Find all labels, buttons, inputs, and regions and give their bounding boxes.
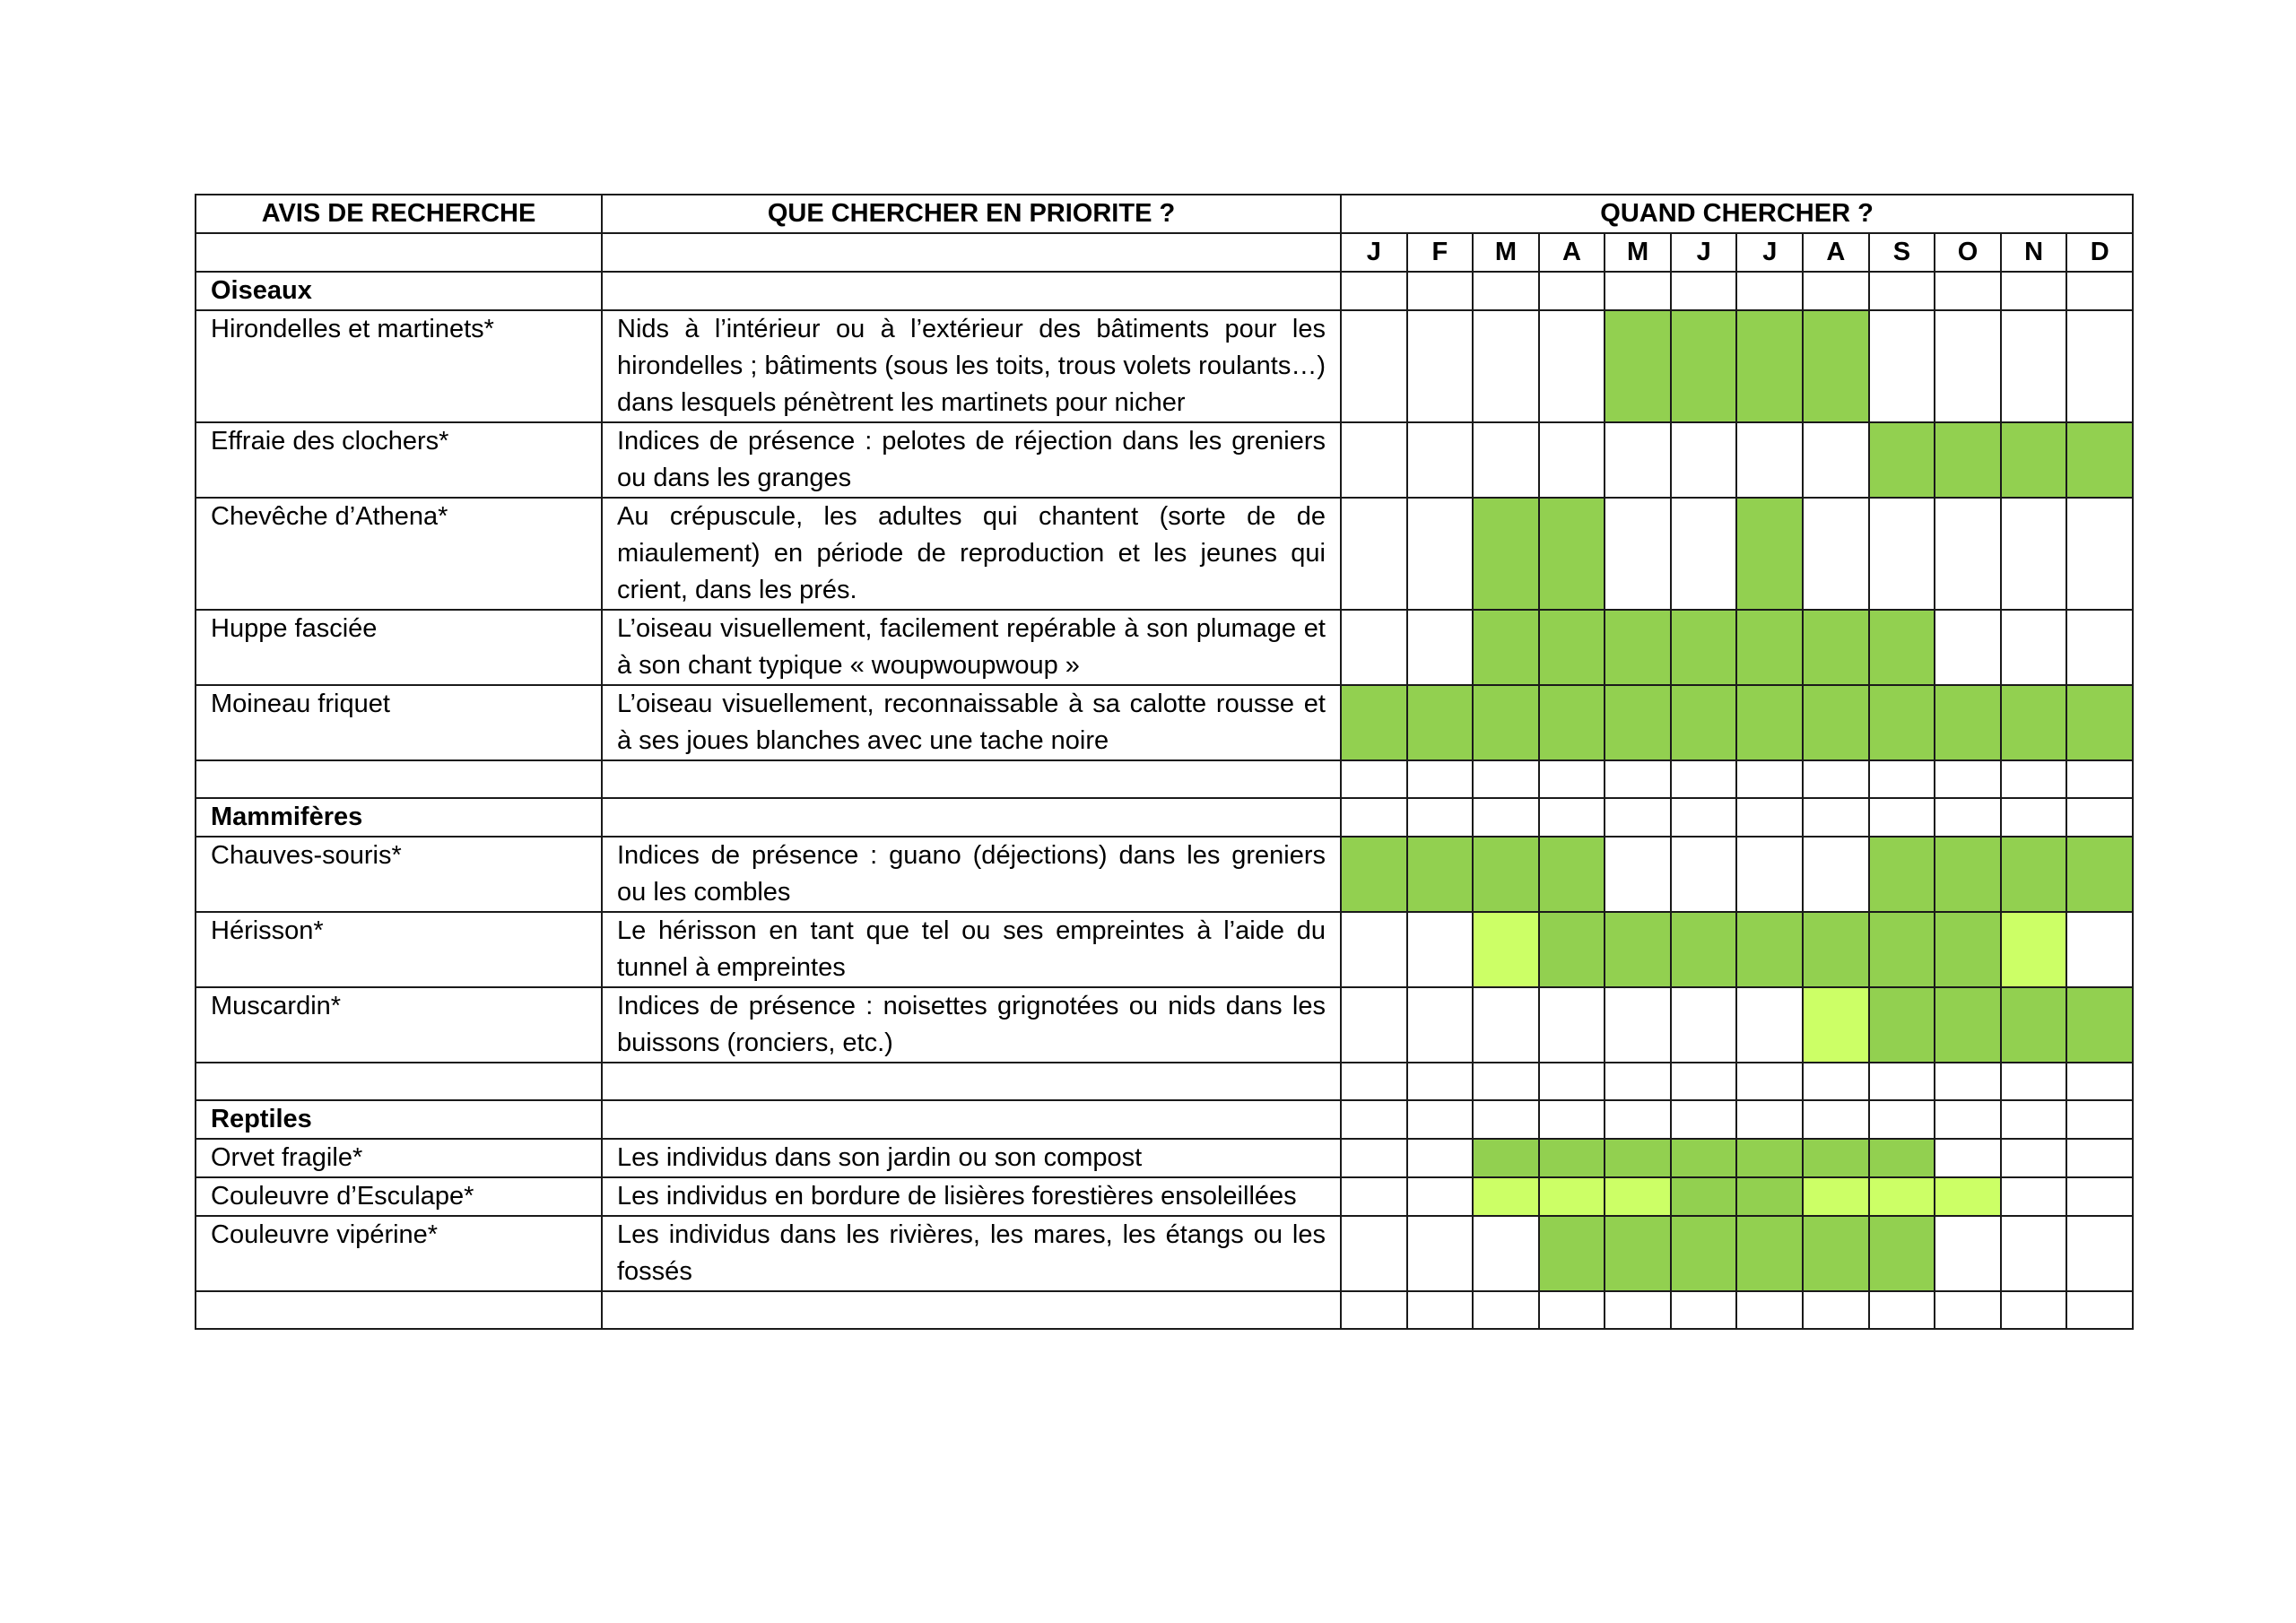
month-cell-active: [1539, 610, 1605, 685]
month-cell-empty: [1539, 1100, 1605, 1139]
month-header-11: D: [2066, 233, 2133, 272]
category-row: [196, 798, 2133, 837]
month-cell-active: [1736, 912, 1803, 987]
month-cell-active: [1341, 685, 1407, 760]
month-cell-partial: [1539, 1177, 1605, 1216]
month-cell-empty: [1935, 798, 2001, 837]
species-name: Chauves-souris*: [196, 837, 602, 912]
month-cell-empty: [1869, 798, 1935, 837]
month-cell-empty: [2066, 760, 2133, 798]
month-cell-empty: [1407, 1063, 1474, 1100]
month-cell-empty: [1671, 987, 1737, 1063]
month-cell-active: [1605, 310, 1671, 422]
month-cell-empty: [1407, 1291, 1474, 1329]
month-cell-empty: [1671, 1100, 1737, 1139]
species-name: Chevêche d’Athena*: [196, 498, 602, 610]
month-cell-empty: [2001, 1216, 2067, 1291]
month-cell-empty: [2066, 498, 2133, 610]
month-cell-active: [1671, 1216, 1737, 1291]
month-cell-empty: [1935, 1063, 2001, 1100]
species-row: [196, 310, 2133, 422]
month-cell-empty: [1869, 1063, 1935, 1100]
month-cell-empty: [1473, 1291, 1539, 1329]
month-cell-active: [1869, 685, 1935, 760]
month-header-5: J: [1671, 233, 1737, 272]
month-cell-empty: [1407, 1216, 1474, 1291]
month-cell-active: [1935, 685, 2001, 760]
month-cell-empty: [1605, 1063, 1671, 1100]
month-cell-active: [1935, 837, 2001, 912]
month-cell-partial: [1935, 1177, 2001, 1216]
month-cell-active: [1935, 422, 2001, 498]
blank-cell: [602, 1291, 1341, 1329]
month-cell-empty: [2001, 310, 2067, 422]
species-description: Indices de présence : guano (déjections) dans les greniers ou les combles: [602, 837, 1341, 912]
month-cell-partial: [1803, 987, 1869, 1063]
month-cell-empty: [1407, 272, 1474, 310]
month-header-2: M: [1473, 233, 1539, 272]
month-cell-active: [2001, 987, 2067, 1063]
month-cell-empty: [1736, 798, 1803, 837]
month-cell-empty: [1473, 272, 1539, 310]
category-row: [196, 1100, 2133, 1139]
month-cell-empty: [1473, 1063, 1539, 1100]
month-cell-empty: [1407, 610, 1474, 685]
month-cell-empty: [2001, 498, 2067, 610]
header-avis-de-recherche: AVIS DE RECHERCHE: [196, 195, 602, 233]
month-cell-active: [1671, 310, 1737, 422]
month-cell-empty: [1803, 272, 1869, 310]
month-cell-empty: [1935, 1291, 2001, 1329]
month-cell-empty: [1341, 798, 1407, 837]
month-cell-active: [1736, 1177, 1803, 1216]
month-cell-active: [2066, 685, 2133, 760]
month-cell-empty: [1671, 760, 1737, 798]
month-cell-empty: [2001, 760, 2067, 798]
month-row-blank-cell: [196, 233, 602, 272]
month-cell-empty: [1341, 912, 1407, 987]
blank-row: [196, 760, 2133, 798]
month-cell-empty: [2066, 1100, 2133, 1139]
month-cell-empty: [1803, 422, 1869, 498]
month-header-9: O: [1935, 233, 2001, 272]
month-cell-empty: [1473, 422, 1539, 498]
species-row: [196, 1139, 2133, 1177]
month-cell-empty: [2001, 1063, 2067, 1100]
month-cell-empty: [1935, 310, 2001, 422]
month-header-3: A: [1539, 233, 1605, 272]
month-cell-empty: [1736, 422, 1803, 498]
month-cell-active: [1736, 610, 1803, 685]
header-que-chercher: QUE CHERCHER EN PRIORITE ?: [602, 195, 1341, 233]
month-cell-active: [2066, 422, 2133, 498]
species-row: [196, 987, 2133, 1063]
month-cell-empty: [1605, 987, 1671, 1063]
month-cell-active: [1736, 1216, 1803, 1291]
month-cell-empty: [1605, 837, 1671, 912]
month-cell-empty: [1671, 798, 1737, 837]
table-body: [196, 272, 2133, 1329]
month-cell-active: [1736, 498, 1803, 610]
month-cell-empty: [2001, 798, 2067, 837]
month-cell-active: [1736, 1139, 1803, 1177]
month-cell-active: [1736, 685, 1803, 760]
month-cell-empty: [1736, 272, 1803, 310]
species-row: [196, 1216, 2133, 1291]
month-cell-empty: [2066, 1291, 2133, 1329]
month-header-4: M: [1605, 233, 1671, 272]
month-cell-active: [1539, 1139, 1605, 1177]
month-cell-empty: [1803, 498, 1869, 610]
month-cell-partial: [2001, 912, 2067, 987]
month-cell-empty: [1935, 760, 2001, 798]
month-cell-empty: [1935, 272, 2001, 310]
month-cell-active: [1869, 422, 1935, 498]
month-cell-empty: [1473, 987, 1539, 1063]
month-cell-active: [1869, 1139, 1935, 1177]
month-cell-active: [1671, 610, 1737, 685]
month-cell-empty: [1605, 422, 1671, 498]
blank-cell: [602, 760, 1341, 798]
month-cell-empty: [1341, 422, 1407, 498]
month-cell-active: [1539, 837, 1605, 912]
month-cell-empty: [1605, 798, 1671, 837]
species-description: L’oiseau visuellement, reconnaissable à sa calotte rousse et à ses joues blanches avec une tache noire: [602, 685, 1341, 760]
month-cell-active: [1539, 498, 1605, 610]
species-name: Couleuvre vipérine*: [196, 1216, 602, 1291]
species-description: Les individus dans son jardin ou son compost: [602, 1139, 1341, 1177]
month-cell-empty: [2066, 310, 2133, 422]
month-cell-empty: [1803, 798, 1869, 837]
month-cell-empty: [1671, 422, 1737, 498]
month-cell-active: [1803, 1139, 1869, 1177]
month-cell-empty: [1407, 912, 1474, 987]
month-header-0: J: [1341, 233, 1407, 272]
category-label: Oiseaux: [196, 272, 602, 310]
category-label: Reptiles: [196, 1100, 602, 1139]
species-name: Muscardin*: [196, 987, 602, 1063]
month-cell-active: [1605, 685, 1671, 760]
species-description: Les individus dans les rivières, les mares, les étangs ou les fossés: [602, 1216, 1341, 1291]
month-cell-partial: [1473, 912, 1539, 987]
month-cell-empty: [2001, 1291, 2067, 1329]
month-cell-active: [1605, 1216, 1671, 1291]
month-cell-empty: [2066, 1216, 2133, 1291]
month-cell-active: [2001, 837, 2067, 912]
species-name: Effraie des clochers*: [196, 422, 602, 498]
month-cell-empty: [2001, 1177, 2067, 1216]
blank-row: [196, 1291, 2133, 1329]
month-cell-empty: [1341, 1291, 1407, 1329]
blank-row: [196, 1063, 2133, 1100]
month-cell-active: [1539, 1216, 1605, 1291]
month-cell-empty: [1407, 1177, 1474, 1216]
month-cell-empty: [1869, 1291, 1935, 1329]
blank-cell: [196, 1063, 602, 1100]
month-cell-empty: [1341, 760, 1407, 798]
month-cell-empty: [1803, 760, 1869, 798]
species-description: Indices de présence : noisettes grignotées ou nids dans les buissons (ronciers, etc.): [602, 987, 1341, 1063]
month-cell-empty: [2001, 272, 2067, 310]
month-header-7: A: [1803, 233, 1869, 272]
species-description: Nids à l’intérieur ou à l’extérieur des bâtiments pour les hirondelles ; bâtiments (sous les toits, trous volets roulants…) dans lesquels pénètrent les martinets pour nicher: [602, 310, 1341, 422]
month-cell-empty: [1671, 498, 1737, 610]
month-cell-empty: [1869, 498, 1935, 610]
month-cell-active: [1473, 1139, 1539, 1177]
month-cell-active: [1473, 498, 1539, 610]
species-name: Huppe fasciée: [196, 610, 602, 685]
month-cell-active: [1605, 610, 1671, 685]
month-cell-empty: [1539, 272, 1605, 310]
month-cell-active: [1803, 912, 1869, 987]
month-cell-empty: [1539, 987, 1605, 1063]
month-cell-empty: [2066, 798, 2133, 837]
month-cell-empty: [1539, 310, 1605, 422]
month-cell-partial: [1869, 1177, 1935, 1216]
month-cell-active: [1869, 1216, 1935, 1291]
month-cell-empty: [1671, 1063, 1737, 1100]
month-cell-empty: [1671, 1291, 1737, 1329]
month-cell-empty: [2066, 1063, 2133, 1100]
month-cell-empty: [1605, 272, 1671, 310]
month-cell-empty: [2066, 912, 2133, 987]
month-cell-empty: [1803, 1291, 1869, 1329]
species-description: Les individus en bordure de lisières forestières ensoleillées: [602, 1177, 1341, 1216]
blank-cell: [602, 798, 1341, 837]
month-cell-active: [1803, 310, 1869, 422]
month-cell-empty: [1407, 1139, 1474, 1177]
month-cell-empty: [1736, 1291, 1803, 1329]
month-cell-empty: [1341, 1216, 1407, 1291]
month-cell-empty: [1341, 1177, 1407, 1216]
month-cell-empty: [1473, 310, 1539, 422]
month-cell-empty: [1341, 272, 1407, 310]
blank-cell: [196, 1291, 602, 1329]
month-cell-empty: [1869, 1100, 1935, 1139]
month-cell-empty: [1473, 1216, 1539, 1291]
month-cell-empty: [1869, 272, 1935, 310]
month-cell-empty: [1407, 798, 1474, 837]
month-cell-empty: [2001, 1139, 2067, 1177]
month-cell-active: [1869, 987, 1935, 1063]
month-cell-empty: [1539, 1063, 1605, 1100]
month-cell-empty: [1736, 987, 1803, 1063]
month-cell-empty: [1935, 498, 2001, 610]
month-cell-partial: [1605, 1177, 1671, 1216]
month-cell-active: [1473, 610, 1539, 685]
month-cell-active: [1473, 837, 1539, 912]
month-cell-empty: [1407, 1100, 1474, 1139]
species-description: Le hérisson en tant que tel ou ses empreintes à l’aide du tunnel à empreintes: [602, 912, 1341, 987]
month-cell-empty: [1935, 610, 2001, 685]
month-cell-empty: [2066, 1177, 2133, 1216]
month-cell-active: [1671, 912, 1737, 987]
month-cell-active: [1473, 685, 1539, 760]
header-row: [196, 195, 2133, 233]
month-cell-empty: [1341, 987, 1407, 1063]
month-cell-active: [1803, 1216, 1869, 1291]
month-cell-active: [1605, 912, 1671, 987]
month-cell-empty: [1935, 1216, 2001, 1291]
month-cell-empty: [2066, 1139, 2133, 1177]
blank-cell: [602, 1100, 1341, 1139]
month-cell-active: [1803, 610, 1869, 685]
species-name: Moineau friquet: [196, 685, 602, 760]
species-row: [196, 498, 2133, 610]
month-cell-empty: [1935, 1100, 2001, 1139]
month-cell-active: [2066, 837, 2133, 912]
species-row: [196, 685, 2133, 760]
month-cell-empty: [1407, 498, 1474, 610]
species-description: L’oiseau visuellement, facilement repérable à son plumage et à son chant typique « woupwoupwoup »: [602, 610, 1341, 685]
month-cell-empty: [1341, 610, 1407, 685]
month-cell-active: [1671, 1177, 1737, 1216]
month-header-10: N: [2001, 233, 2067, 272]
month-cell-empty: [1803, 1100, 1869, 1139]
month-cell-active: [1935, 987, 2001, 1063]
month-cell-active: [1341, 837, 1407, 912]
month-cell-empty: [1736, 760, 1803, 798]
month-cell-active: [1671, 1139, 1737, 1177]
month-cell-partial: [1803, 1177, 1869, 1216]
month-cell-empty: [1605, 1100, 1671, 1139]
month-cell-active: [1407, 685, 1474, 760]
month-cell-active: [1935, 912, 2001, 987]
blank-cell: [196, 760, 602, 798]
species-row: [196, 837, 2133, 912]
month-cell-empty: [1407, 422, 1474, 498]
month-cell-active: [1736, 310, 1803, 422]
month-cell-empty: [1473, 1100, 1539, 1139]
month-cell-empty: [1407, 987, 1474, 1063]
month-cell-active: [1869, 610, 1935, 685]
month-cell-active: [1803, 685, 1869, 760]
species-row: [196, 912, 2133, 987]
search-calendar-table: [195, 194, 2134, 1330]
month-cell-empty: [1407, 760, 1474, 798]
month-cell-empty: [1407, 310, 1474, 422]
category-row: [196, 272, 2133, 310]
species-row: [196, 1177, 2133, 1216]
species-row: [196, 422, 2133, 498]
species-name: Hirondelles et martinets*: [196, 310, 602, 422]
month-cell-empty: [2066, 272, 2133, 310]
month-cell-empty: [1803, 1063, 1869, 1100]
month-cell-empty: [2001, 610, 2067, 685]
month-cell-empty: [1539, 760, 1605, 798]
species-description: Indices de présence : pelotes de réjection dans les greniers ou dans les granges: [602, 422, 1341, 498]
month-cell-empty: [1341, 498, 1407, 610]
category-label: Mammifères: [196, 798, 602, 837]
blank-cell: [602, 1063, 1341, 1100]
month-cell-empty: [1539, 422, 1605, 498]
month-header-6: J: [1736, 233, 1803, 272]
month-cell-empty: [1473, 798, 1539, 837]
month-header-row: [196, 233, 2133, 272]
month-cell-empty: [1803, 837, 1869, 912]
month-cell-empty: [1341, 1139, 1407, 1177]
month-cell-empty: [1539, 798, 1605, 837]
month-cell-empty: [2066, 610, 2133, 685]
month-cell-active: [2001, 422, 2067, 498]
month-cell-empty: [1736, 1100, 1803, 1139]
month-cell-active: [1605, 1139, 1671, 1177]
month-cell-empty: [1869, 310, 1935, 422]
month-cell-empty: [1935, 1139, 2001, 1177]
month-cell-active: [1539, 912, 1605, 987]
month-row-blank-cell: [602, 233, 1341, 272]
species-name: Hérisson*: [196, 912, 602, 987]
month-cell-empty: [1869, 760, 1935, 798]
month-cell-empty: [1736, 837, 1803, 912]
header-quand-chercher: QUAND CHERCHER ?: [1341, 195, 2133, 233]
blank-cell: [602, 272, 1341, 310]
month-cell-empty: [1473, 760, 1539, 798]
month-cell-empty: [1605, 760, 1671, 798]
month-header-1: F: [1407, 233, 1474, 272]
month-header-8: S: [1869, 233, 1935, 272]
month-cell-empty: [1539, 1291, 1605, 1329]
month-cell-partial: [1473, 1177, 1539, 1216]
month-cell-empty: [1736, 1063, 1803, 1100]
month-cell-empty: [2001, 1100, 2067, 1139]
month-cell-empty: [1605, 498, 1671, 610]
month-cell-active: [1869, 912, 1935, 987]
species-row: [196, 610, 2133, 685]
month-cell-empty: [1605, 1291, 1671, 1329]
species-description: Au crépuscule, les adultes qui chantent (sorte de de miaulement) en période de reproduction et les jeunes qui crient, dans les prés.: [602, 498, 1341, 610]
species-name: Orvet fragile*: [196, 1139, 602, 1177]
month-cell-active: [1407, 837, 1474, 912]
month-cell-empty: [1671, 837, 1737, 912]
species-name: Couleuvre d’Esculape*: [196, 1177, 602, 1216]
month-cell-active: [1869, 837, 1935, 912]
month-cell-empty: [1341, 1100, 1407, 1139]
month-cell-active: [2001, 685, 2067, 760]
month-cell-empty: [1671, 272, 1737, 310]
month-cell-active: [1539, 685, 1605, 760]
month-cell-active: [2066, 987, 2133, 1063]
month-cell-empty: [1341, 310, 1407, 422]
month-cell-active: [1671, 685, 1737, 760]
month-cell-empty: [1341, 1063, 1407, 1100]
